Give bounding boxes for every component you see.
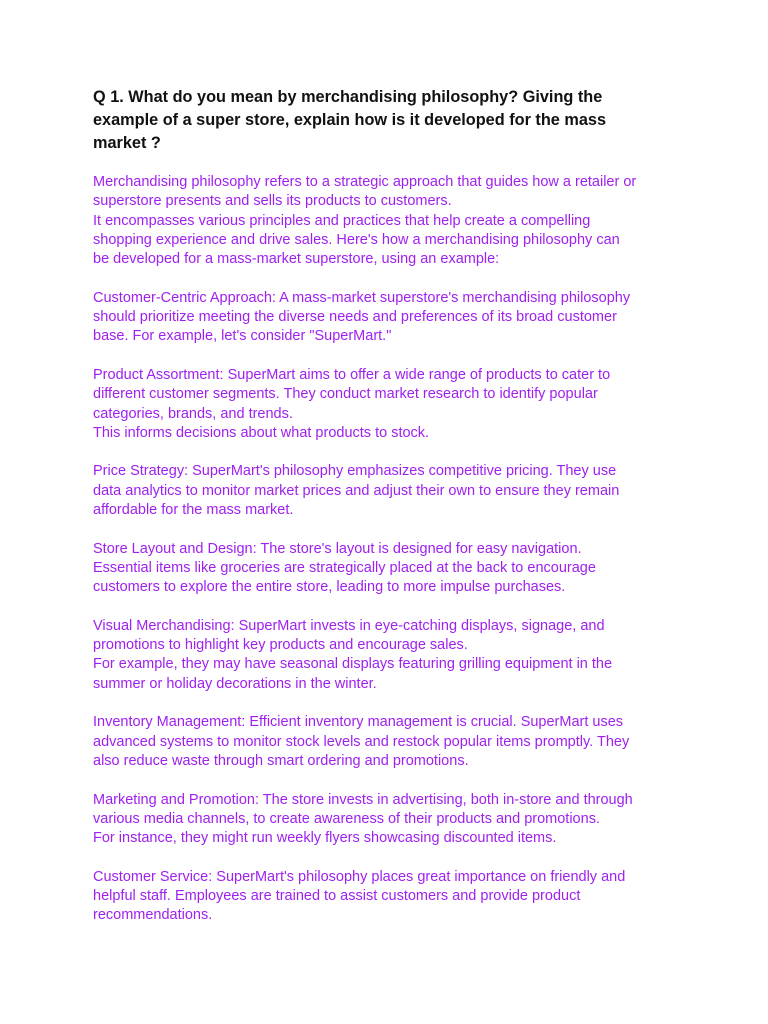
text-line: recommendations.	[93, 907, 213, 924]
text-line: should prioritize meeting the diverse needs and preferences of its broad customer	[93, 309, 617, 326]
question-heading	[93, 86, 693, 155]
text-line: It encompasses various principles and practices that help create a compelling	[93, 212, 591, 229]
paragraph-visual-merchandising	[93, 617, 693, 694]
text-line: advanced systems to monitor stock levels and restock popular items promptly. They	[93, 733, 630, 750]
text-line: base. For example, let's consider "SuperMart."	[93, 328, 392, 345]
text-line: different customer segments. They conduct market research to identify popular	[93, 386, 598, 403]
paragraph-product-assortment	[93, 366, 693, 443]
text-line: affordable for the mass market.	[93, 502, 294, 519]
paragraph-inventory-management	[93, 713, 693, 771]
text-line: Merchandising philosophy refers to a strategic approach that guides how a retailer or	[93, 174, 637, 190]
text-line: For example, they may have seasonal displays featuring grilling equipment in the	[93, 656, 613, 673]
document-page	[93, 86, 693, 945]
text-line: Store Layout and Design: The store's layout is designed for easy navigation.	[93, 540, 582, 557]
answer-body	[93, 173, 693, 926]
text-line: For instance, they might run weekly flyers showcasing discounted items.	[93, 830, 557, 847]
paragraph-price-strategy	[93, 462, 693, 520]
text-line: customers to explore the entire store, leading to more impulse purchases.	[93, 579, 566, 596]
text-line: promotions to highlight key products and encourage sales.	[93, 637, 468, 654]
text-line: various media channels, to create awareness of their products and promotions.	[93, 810, 600, 827]
text-line: Marketing and Promotion: The store invests in advertising, both in-store and through	[93, 791, 633, 808]
question-line: market ?	[93, 134, 161, 152]
question-line: Q 1. What do you mean by merchandising philosophy? Giving the	[93, 88, 603, 106]
paragraph-customer-service	[93, 868, 693, 926]
text-line: also reduce waste through smart ordering and promotions.	[93, 752, 469, 769]
paragraph-intro	[93, 173, 693, 269]
text-line: Product Assortment: SuperMart aims to offer a wide range of products to cater to	[93, 366, 611, 383]
text-line: data analytics to monitor market prices and adjust their own to ensure they remain	[93, 482, 620, 499]
text-line: This informs decisions about what products to stock.	[93, 424, 430, 441]
text-line: Customer Service: SuperMart's philosophy places great importance on friendly and	[93, 868, 626, 885]
text-line: Customer-Centric Approach: A mass-market superstore's merchandising philosophy	[93, 289, 631, 306]
text-line: Visual Merchandising: SuperMart invests in eye-catching displays, signage, and	[93, 617, 605, 634]
text-line: shopping experience and drive sales. Here's how a merchandising philosophy can	[93, 231, 620, 248]
paragraph-store-layout	[93, 540, 693, 598]
text-line: categories, brands, and trends.	[93, 405, 293, 422]
text-line: be developed for a mass-market superstore, using an example:	[93, 251, 500, 268]
text-line: superstore presents and sells its products to customers.	[93, 193, 452, 210]
question-line: example of a super store, explain how is it developed for the mass	[93, 111, 607, 129]
text-line: Price Strategy: SuperMart's philosophy emphasizes competitive pricing. They use	[93, 463, 617, 480]
text-line: Essential items like groceries are strategically placed at the back to encourage	[93, 559, 596, 576]
text-line: helpful staff. Employees are trained to assist customers and provide product	[93, 887, 581, 904]
text-line: summer or holiday decorations in the winter.	[93, 675, 377, 692]
paragraph-customer-centric	[93, 289, 693, 347]
text-line: Inventory Management: Efficient inventory management is crucial. SuperMart uses	[93, 714, 624, 731]
paragraph-marketing-promotion	[93, 791, 693, 849]
